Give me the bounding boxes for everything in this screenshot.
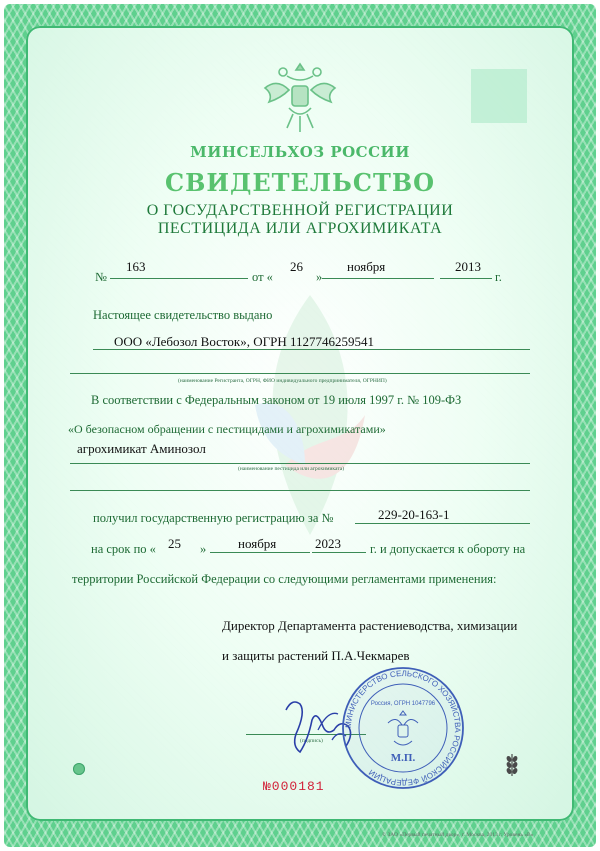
leaf-watermark (245, 285, 375, 545)
issue-month: ноября (347, 259, 386, 274)
product-caption: (наименование пестицида или агрохимиката) (238, 466, 345, 472)
ministry-heading: МИНСЕЛЬХОЗ РОССИИ (190, 143, 410, 161)
hologram-patch (471, 69, 527, 123)
year-suffix: г. (495, 270, 502, 284)
product-underline (70, 463, 530, 464)
product-name: агрохимикат Аминозол (77, 441, 206, 456)
law-reference: В соответствии с Федеральным законом от 19 июля 1997 г. № 109-ФЗ (91, 393, 462, 407)
product-underline-2 (70, 490, 530, 491)
issue-year: 2013 (455, 259, 481, 274)
stamp-outer-text: МИНИСТЕРСТВО СЕЛЬСКОГО ХОЗЯЙСТВА РОССИЙСКОЙ ФЕДЕРАЦИИ (343, 668, 463, 788)
term-year: 2023 (315, 536, 341, 551)
territory-text: территории Российской Федерации со следующими регламентами применения: (72, 572, 497, 586)
term-label: на срок по « (91, 542, 156, 556)
wheat-icon (503, 752, 521, 778)
stamp-inner-text: Россия, ОГРН 1047796 (370, 701, 436, 707)
registrant-underline-2 (70, 373, 530, 374)
certificate-title: СВИДЕТЕЛЬСТВО (164, 168, 436, 197)
date-from-label: от « (252, 270, 273, 284)
term-quote-close: » (200, 542, 207, 556)
registration-number: 229-20-163-1 (378, 507, 450, 522)
registration-label: получил государственную регистрацию за № (93, 511, 334, 525)
signatory-name: и защиты растений П.А.Чекмарев (222, 648, 410, 663)
term-tail: г. и допускается к обороту на (370, 542, 526, 556)
term-month: ноября (238, 536, 277, 551)
signatory-position: Директор Департамента растениеводства, химизации (222, 618, 518, 633)
registrant-name: ООО «Лебозол Восток», ОГРН 1127746259541 (114, 334, 375, 349)
serial-number: №000181 (263, 779, 325, 794)
term-day: 25 (168, 536, 181, 551)
security-dot (73, 763, 85, 775)
law-title: «О безопасном обращении с пестицидами и агрохимикатами» (68, 422, 386, 436)
term-year-underline (312, 552, 366, 553)
certificate-number: 163 (126, 259, 146, 274)
signature-caption: (подпись) (300, 738, 323, 744)
term-month-underline (210, 552, 310, 553)
official-stamp (340, 665, 466, 791)
number-underline (110, 278, 248, 279)
registration-underline (355, 523, 530, 524)
registrant-caption: (наименование Регистранта, ОГРН, ФИО индивидуального предпринимателя, ОГРНИП) (178, 378, 387, 384)
date-quote-close: » (316, 270, 323, 284)
subtitle-line-2: ПЕСТИЦИДА ИЛИ АГРОХИМИКАТА (157, 220, 443, 237)
year-underline (440, 278, 492, 279)
subtitle-line-1: О ГОСУДАРСТВЕННОЙ РЕГИСТРАЦИИ (146, 202, 454, 219)
issued-to-label: Настоящее свидетельство выдано (93, 308, 273, 322)
double-headed-eagle-emblem (259, 58, 341, 138)
issue-day: 26 (290, 259, 303, 274)
month-underline (322, 278, 434, 279)
number-label: № (95, 270, 107, 284)
registrant-underline (93, 349, 530, 350)
printer-footer: © ЗАО «Первый печатный двор», г. Москва, 2013 г. Уровень «В» (382, 832, 534, 838)
stamp-mp: М.П. (390, 752, 416, 764)
